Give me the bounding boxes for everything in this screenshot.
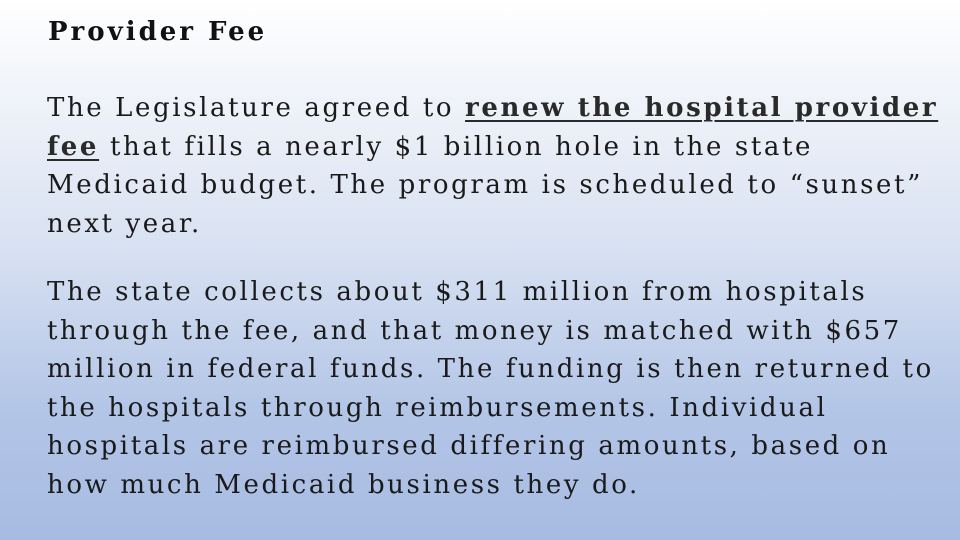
renew-provider-fee-link[interactable]: renew the hospital provider fee <box>47 93 939 162</box>
paragraph-fee-funding: The state collects about $311 million from hospitals through the fee, and that money is matched with $657 million in federal funds. The funding is then returned to the hospitals through reimbursements. Individual hospitals are reimbursed differing amounts, based on how much Medicaid business they do. <box>47 277 934 500</box>
paragraph-provider-fee-renewal <box>47 89 947 243</box>
paragraph1-text-after-link: that fills a nearly $1 billion hole in the state Medicaid budget. The program is scheduled to “sunset” next year. <box>47 131 923 239</box>
slide-title: Provider Fee <box>48 17 268 47</box>
paragraph1-text-before-link: The Legislature agreed to <box>47 93 466 123</box>
